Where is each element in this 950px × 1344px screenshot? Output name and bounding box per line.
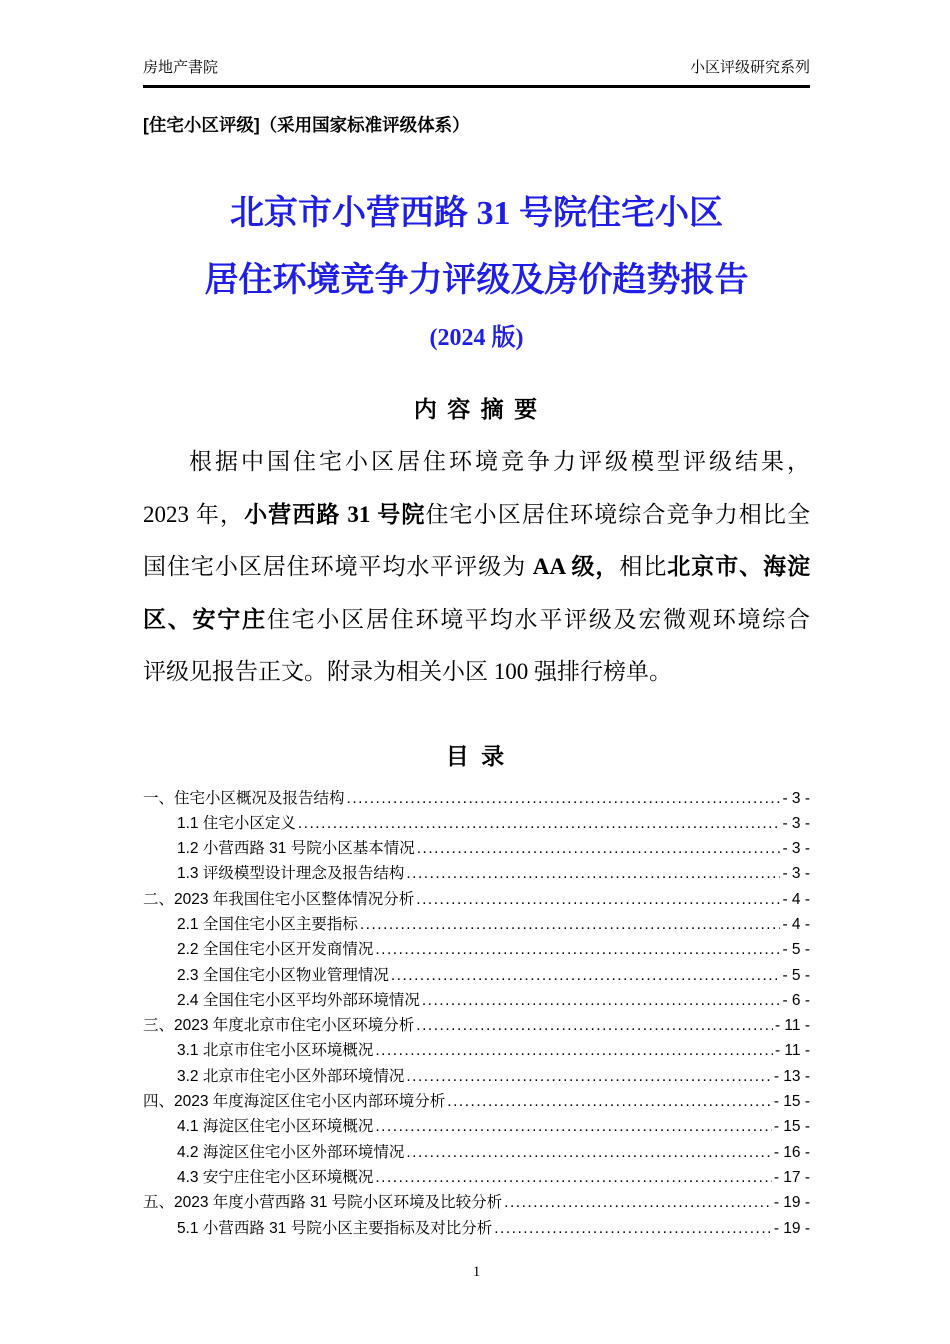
report-title-edition: (2024 版) — [429, 325, 524, 351]
toc-heading: 目 录 — [445, 742, 508, 769]
toc-entry[interactable] — [143, 1038, 810, 1063]
toc-entry-title: 5.1 小营西路 31 号院小区主要指标及对比分析 — [177, 1219, 493, 1237]
toc-entry[interactable] — [143, 1190, 810, 1215]
toc-entry-page-number: - 4 - — [782, 890, 810, 908]
running-header — [143, 57, 810, 88]
toc-entry-page-number: - 3 - — [782, 865, 810, 883]
toc-entry-title: 2.3 全国住宅小区物业管理情况 — [177, 966, 389, 984]
toc-entry-title: 1.3 评级模型设计理念及报告结构 — [177, 865, 405, 883]
toc-dot-leader — [494, 1216, 772, 1241]
toc-entry[interactable] — [143, 963, 810, 988]
toc-entry-page-number: - 3 - — [782, 814, 810, 832]
header-left-text: 房地产書院 — [143, 59, 219, 76]
toc-entry-page-number: - 6 - — [782, 991, 810, 1009]
summary-heading: 内 容 摘 要 — [413, 396, 540, 422]
toc-dot-leader — [375, 1165, 771, 1190]
toc-entry[interactable] — [143, 1165, 810, 1190]
toc-entry-page-number: - 13 - — [773, 1067, 810, 1085]
page-number: 1 — [472, 1263, 481, 1280]
toc-entry-title: 3.1 北京市住宅小区环境概况 — [177, 1042, 374, 1060]
summary-line: 区、安宁庄住宅小区居住环境平均水平评级及宏微观环境综合 — [143, 606, 811, 632]
toc-dot-leader — [375, 1038, 773, 1063]
toc-dot-leader — [504, 1190, 772, 1215]
summary-line: 2023 年，小营西路 31 号院住宅小区居住环境综合竞争力相比全 — [143, 501, 811, 527]
toc-entry-page-number: - 16 - — [773, 1143, 810, 1161]
toc-entry[interactable] — [143, 1114, 810, 1139]
header-right-text: 小区评级研究系列 — [689, 59, 810, 76]
toc-entry-title: 2.2 全国住宅小区开发商情况 — [177, 941, 374, 959]
toc-dot-leader — [375, 1114, 771, 1139]
toc-entry-title: 二、2023 年我国住宅小区整体情况分析 — [143, 890, 415, 908]
toc-entry[interactable] — [143, 1064, 810, 1089]
toc-entry-title: 4.1 海淀区住宅小区环境概况 — [177, 1118, 374, 1136]
toc-dot-leader — [416, 887, 780, 912]
toc-entry-page-number: - 19 - — [773, 1219, 810, 1237]
toc-entry-title: 3.2 北京市住宅小区外部环境情况 — [177, 1067, 405, 1085]
toc-entry[interactable] — [143, 1013, 810, 1038]
toc-entry-title: 1.2 小营西路 31 号院小区基本情况 — [177, 840, 415, 858]
toc-entry[interactable] — [143, 937, 810, 962]
toc-dot-leader — [406, 1140, 771, 1165]
toc-dot-leader — [298, 811, 781, 836]
toc-entry[interactable] — [143, 861, 810, 886]
toc-entry-page-number: - 3 - — [782, 789, 810, 807]
toc-entry-title: 一、住宅小区概况及报告结构 — [143, 789, 345, 807]
toc-entry[interactable] — [143, 836, 810, 861]
toc-entry-page-number: - 19 - — [773, 1194, 810, 1212]
summary-line: 评级见报告正文。附录为相关小区 100 强排行榜单。 — [143, 659, 672, 684]
summary-paragraph — [143, 436, 810, 699]
toc-entry[interactable] — [143, 811, 810, 836]
toc-entry-page-number: - 4 - — [782, 915, 810, 933]
toc-entry-page-number: - 15 - — [773, 1093, 810, 1111]
toc-list — [143, 786, 810, 1241]
toc-entry[interactable] — [143, 1216, 810, 1241]
toc-entry-page-number: - 5 - — [782, 941, 810, 959]
toc-entry-page-number: - 3 - — [782, 840, 810, 858]
toc-dot-leader — [360, 912, 781, 937]
toc-entry-title: 1.1 住宅小区定义 — [177, 814, 296, 832]
toc-dot-leader — [391, 963, 781, 988]
report-classification: [住宅小区评级]（采用国家标准评级体系） — [143, 115, 470, 135]
toc-dot-leader — [347, 786, 781, 811]
toc-entry[interactable] — [143, 988, 810, 1013]
summary-line: 根据中国住宅小区居住环境竞争力评级模型评级结果， — [189, 449, 810, 474]
toc-entry-page-number: - 11 - — [774, 1042, 810, 1060]
toc-dot-leader — [406, 861, 780, 886]
report-title-line-2: 居住环境竞争力评级及房价趋势报告 — [204, 262, 749, 299]
toc-entry-title: 2.1 全国住宅小区主要指标 — [177, 915, 358, 933]
toc-entry[interactable] — [143, 1089, 810, 1114]
toc-entry-title: 三、2023 年度北京市住宅小区环境分析 — [143, 1017, 415, 1035]
toc-entry-title: 4.2 海淀区住宅小区外部环境情况 — [177, 1143, 405, 1161]
report-title-line-1: 北京市小营西路 31 号院住宅小区 — [230, 195, 723, 232]
summary-line: 国住宅小区居住环境平均水平评级为 AA 级，相比北京市、海淀 — [143, 554, 811, 579]
toc-dot-leader — [375, 937, 780, 962]
toc-entry[interactable] — [143, 786, 810, 811]
toc-dot-leader — [422, 988, 781, 1013]
toc-dot-leader — [417, 836, 781, 861]
toc-entry[interactable] — [143, 887, 810, 912]
report-title — [143, 191, 810, 356]
toc-entry[interactable] — [143, 912, 810, 937]
toc-dot-leader — [416, 1013, 773, 1038]
toc-entry-title: 五、2023 年度小营西路 31 号院小区环境及比较分析 — [143, 1194, 503, 1212]
toc-entry-page-number: - 5 - — [782, 966, 810, 984]
toc-entry-title: 4.3 安宁庄住宅小区环境概况 — [177, 1168, 374, 1186]
toc-entry-page-number: - 17 - — [773, 1168, 810, 1186]
toc-entry-title: 四、2023 年度海淀区住宅小区内部环境分析 — [143, 1093, 446, 1111]
toc-entry[interactable] — [143, 1140, 810, 1165]
toc-dot-leader — [406, 1064, 771, 1089]
toc-dot-leader — [447, 1089, 772, 1114]
toc-entry-title: 2.4 全国住宅小区平均外部环境情况 — [177, 991, 420, 1009]
toc-entry-page-number: - 15 - — [773, 1118, 810, 1136]
toc-entry-page-number: - 11 - — [774, 1017, 810, 1035]
